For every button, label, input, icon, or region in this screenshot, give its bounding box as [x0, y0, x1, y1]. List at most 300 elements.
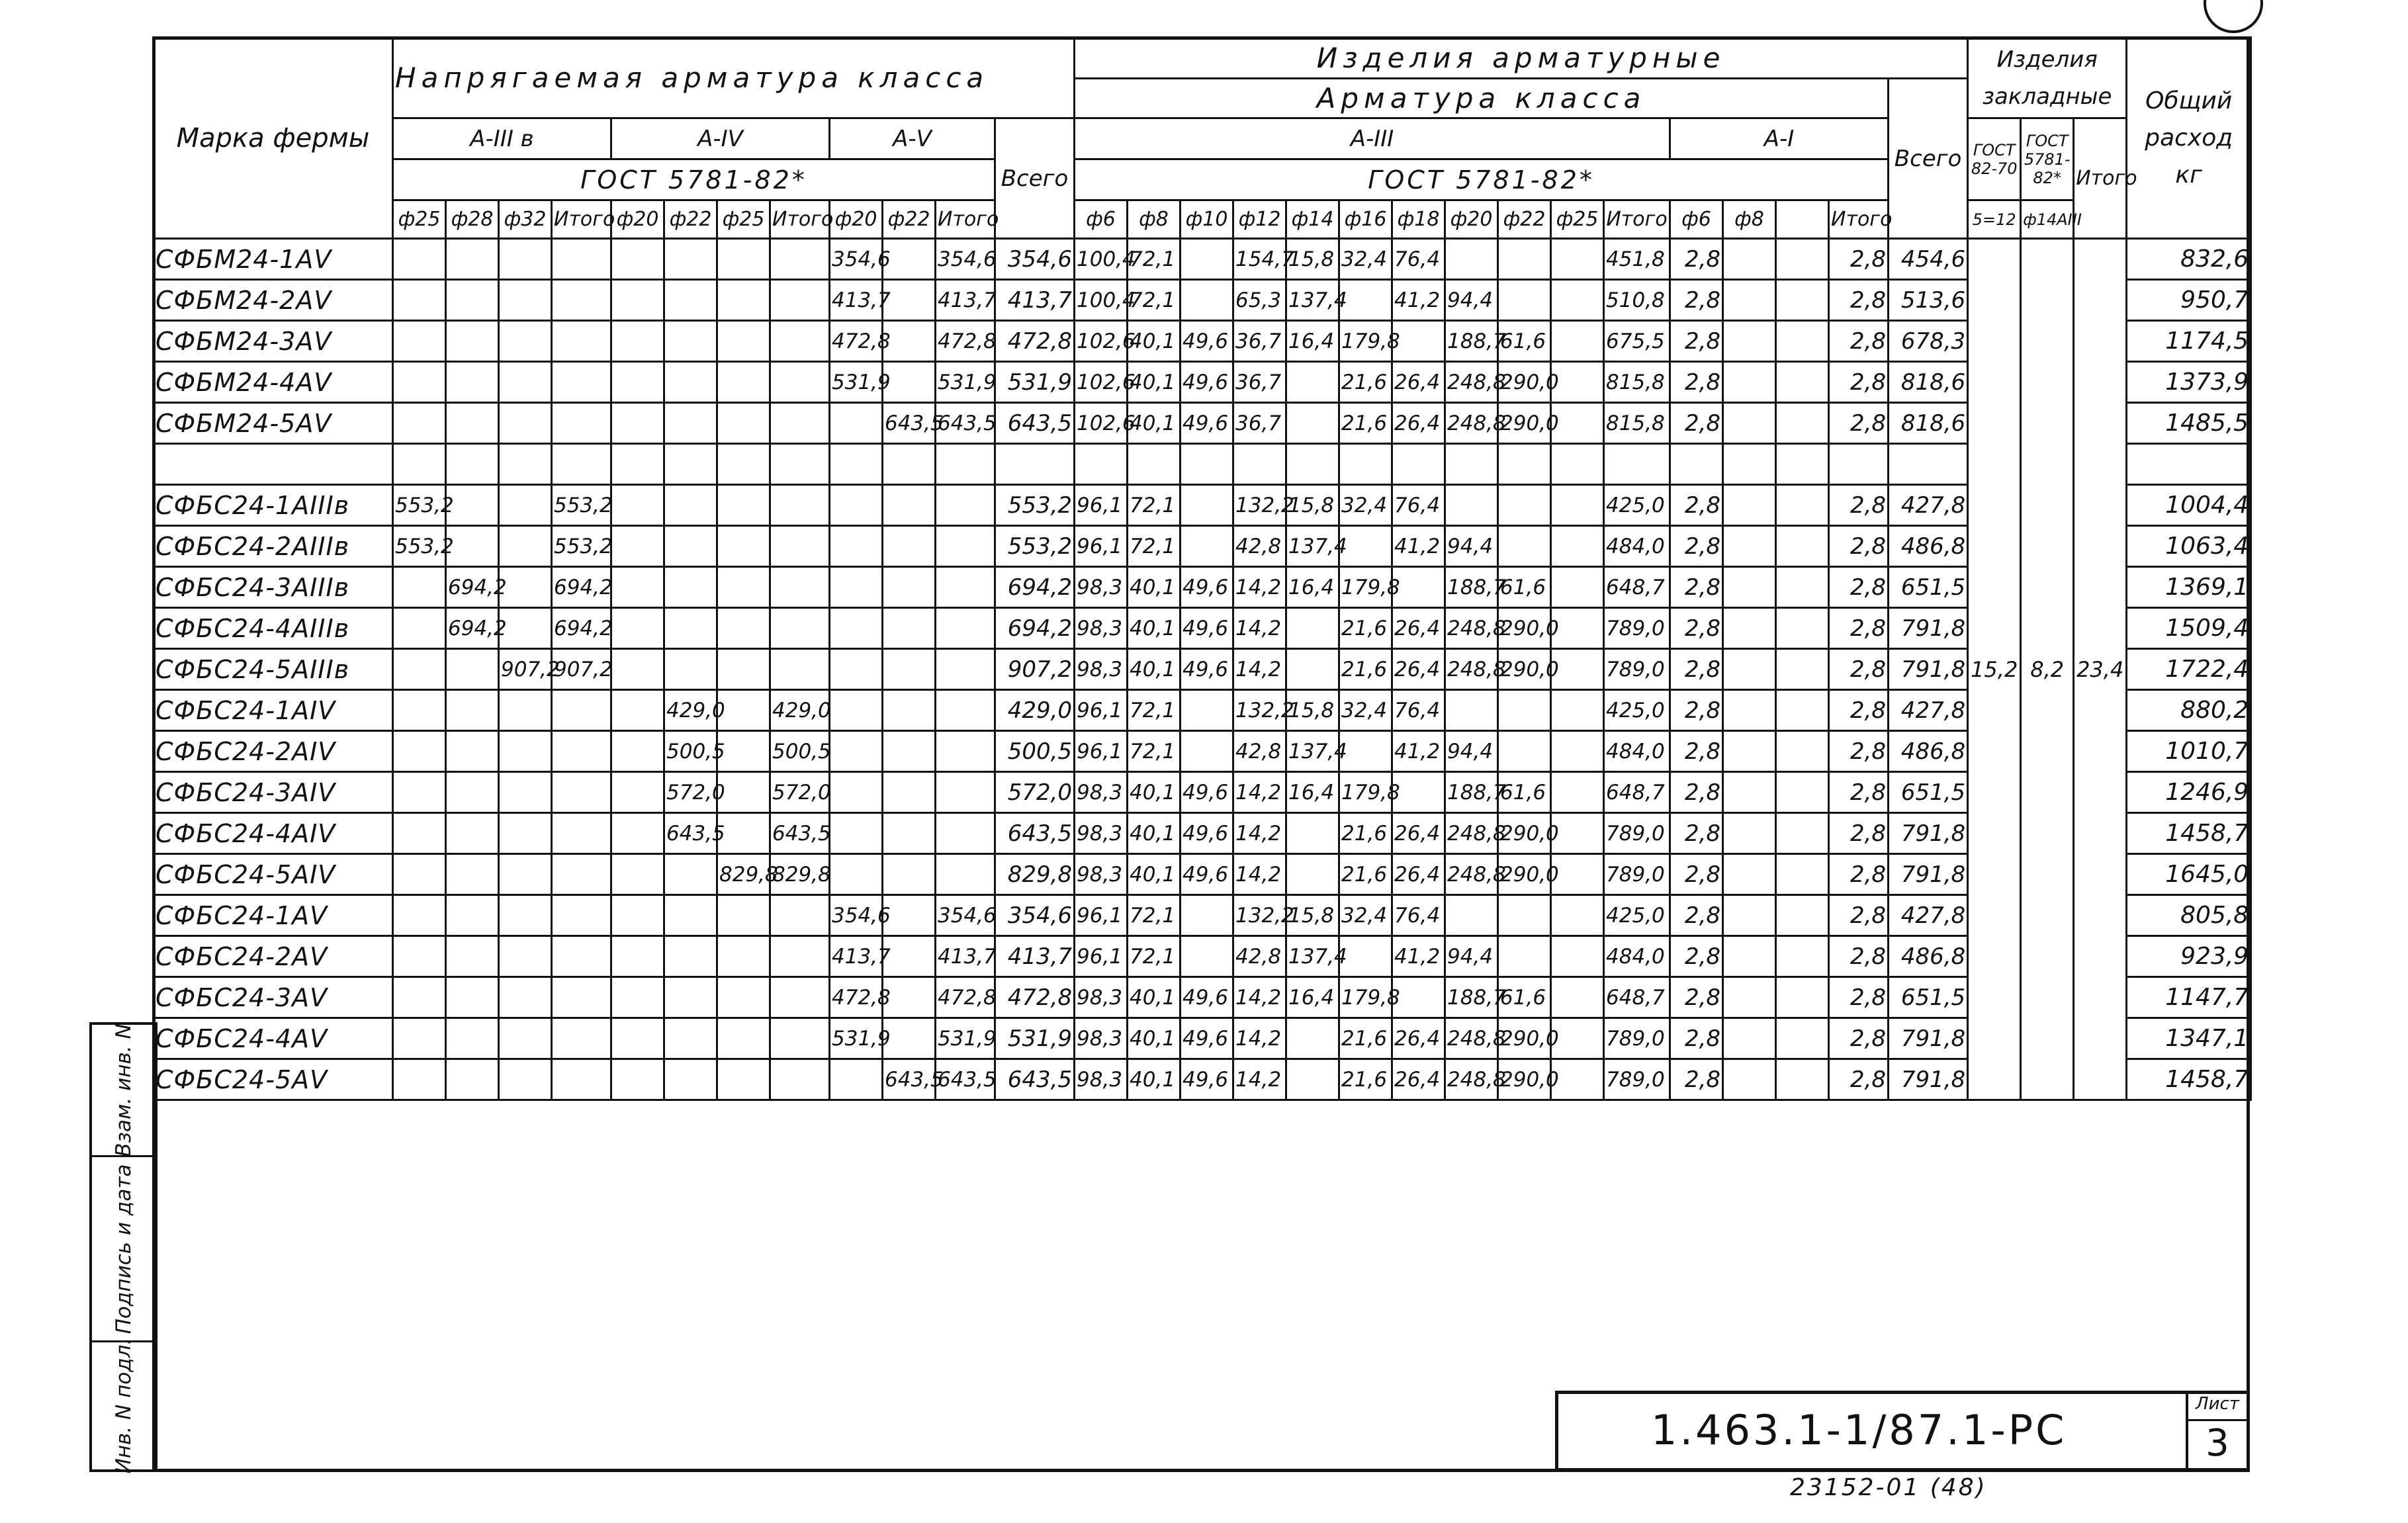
a1-cell: 2,8	[1829, 1018, 1889, 1059]
a1-cell: 2,8	[1829, 403, 1889, 444]
a3-cell: 290,0	[1498, 813, 1551, 854]
products-total: 651,5	[1889, 567, 1968, 608]
products-total: 427,8	[1889, 485, 1968, 526]
diam-pre-5: ф22	[664, 200, 717, 239]
prestressed-cell: 472,8	[830, 977, 883, 1018]
products-total: 791,8	[1889, 1059, 1968, 1100]
a1-cell: 2,8	[1829, 731, 1889, 772]
grand-total: 950,7	[2127, 280, 2251, 321]
a1-cell: 2,8	[1670, 690, 1723, 731]
a3-cell: 94,4	[1445, 731, 1498, 772]
prestressed-cell: 553,2	[393, 526, 446, 567]
prestressed-total: 413,7	[995, 280, 1075, 321]
a3-cell: 14,2	[1233, 1018, 1286, 1059]
a3-cell: 72,1	[1128, 690, 1181, 731]
a3-cell: 815,8	[1604, 403, 1670, 444]
a3-cell: 94,4	[1445, 526, 1498, 567]
a3-cell: 32,4	[1339, 895, 1392, 936]
a3-cell: 290,0	[1498, 1059, 1551, 1100]
a3-cell: 26,4	[1392, 813, 1445, 854]
a3-cell: 94,4	[1445, 280, 1498, 321]
a1-cell: 2,8	[1670, 895, 1723, 936]
a3-cell: 32,4	[1339, 239, 1392, 280]
products-total: 427,8	[1889, 690, 1968, 731]
a1-cell: 2,8	[1829, 854, 1889, 895]
a3-cell: 102,6	[1075, 321, 1128, 362]
a3-cell: 42,8	[1233, 936, 1286, 977]
products-total: 818,6	[1889, 403, 1968, 444]
embedded-gost2: 8,2	[2021, 239, 2074, 1100]
products-total: 427,8	[1889, 895, 1968, 936]
a3-cell: 425,0	[1604, 690, 1670, 731]
prestressed-cell: 907,2	[499, 649, 552, 690]
a3-cell: 290,0	[1498, 1018, 1551, 1059]
products-total: 651,5	[1889, 772, 1968, 813]
prestressed-total: 553,2	[995, 526, 1075, 567]
a3-cell: 98,3	[1075, 567, 1128, 608]
products-total: 513,6	[1889, 280, 1968, 321]
a3-cell: 36,7	[1233, 362, 1286, 403]
header-emb-gost2: ГОСТ 5781-82*	[2021, 118, 2074, 200]
prestressed-total: 643,5	[995, 403, 1075, 444]
sheet-number: 3	[2206, 1422, 2229, 1465]
a3-cell: 179,8	[1339, 772, 1392, 813]
diam-a3-1: ф8	[1128, 200, 1181, 239]
header-emb-gost1: ГОСТ 82-70	[1968, 118, 2021, 200]
inv-no-label: Инв. N подл.	[111, 1338, 136, 1474]
a1-cell: 2,8	[1670, 567, 1723, 608]
a3-cell: 98,3	[1075, 608, 1128, 649]
signature-label: Подпись и дата	[111, 1164, 136, 1334]
a3-cell: 188,7	[1445, 321, 1498, 362]
prestressed-cell: 531,9	[936, 1018, 995, 1059]
a1-cell: 2,8	[1670, 280, 1723, 321]
a3-cell: 72,1	[1128, 731, 1181, 772]
corner-circle-mark	[2204, 0, 2263, 33]
diam-pre-10: Итого	[936, 200, 995, 239]
truss-mark: СФБМ24-4АV	[154, 362, 393, 403]
a1-cell: 2,8	[1829, 485, 1889, 526]
a3-cell: 451,8	[1604, 239, 1670, 280]
a3-cell: 98,3	[1075, 1059, 1128, 1100]
a1-cell: 2,8	[1670, 239, 1723, 280]
grand-total: 1509,4	[2127, 608, 2251, 649]
a3-cell: 98,3	[1075, 1018, 1128, 1059]
grand-total: 880,2	[2127, 690, 2251, 731]
a3-cell: 49,6	[1181, 1018, 1233, 1059]
header-emb-sub2: ф14АIII	[2021, 200, 2074, 239]
truss-mark: СФБС24-1АIIIв	[154, 485, 393, 526]
a3-cell: 76,4	[1392, 485, 1445, 526]
header-embedded: Изделия закладные	[1968, 38, 2127, 118]
a1-cell: 2,8	[1829, 321, 1889, 362]
prestressed-total: 472,8	[995, 977, 1075, 1018]
a3-cell: 137,4	[1286, 936, 1339, 977]
a3-cell: 14,2	[1233, 1059, 1286, 1100]
prestressed-total: 472,8	[995, 321, 1075, 362]
a3-cell: 102,6	[1075, 362, 1128, 403]
prestressed-cell: 694,2	[552, 608, 611, 649]
a3-cell: 40,1	[1128, 1018, 1181, 1059]
a3-cell: 98,3	[1075, 977, 1128, 1018]
a3-cell: 41,2	[1392, 526, 1445, 567]
grand-total: 1010,7	[2127, 731, 2251, 772]
a3-cell: 65,3	[1233, 280, 1286, 321]
header-emb-total: Итого	[2074, 118, 2127, 239]
grand-total: 1373,9	[2127, 362, 2251, 403]
a3-cell: 248,8	[1445, 649, 1498, 690]
truss-mark: СФБС24-3АIIIв	[154, 567, 393, 608]
truss-mark: СФБС24-2АIV	[154, 731, 393, 772]
products-total: 454,6	[1889, 239, 1968, 280]
prestressed-cell: 829,8	[770, 854, 830, 895]
a1-cell: 2,8	[1829, 362, 1889, 403]
products-total: 651,5	[1889, 977, 1968, 1018]
header-class-a4: А-IV	[611, 118, 830, 159]
prestressed-total: 694,2	[995, 567, 1075, 608]
diam-a1-3: Итого	[1829, 200, 1889, 239]
a3-cell: 42,8	[1233, 731, 1286, 772]
diam-pre-7: Итого	[770, 200, 830, 239]
a1-cell: 2,8	[1829, 239, 1889, 280]
diam-a3-3: ф12	[1233, 200, 1286, 239]
header-class-a1: А-I	[1670, 118, 1889, 159]
prestressed-cell: 472,8	[936, 977, 995, 1018]
a3-cell: 484,0	[1604, 936, 1670, 977]
prestressed-cell: 829,8	[717, 854, 770, 895]
a3-cell: 72,1	[1128, 280, 1181, 321]
truss-mark: СФБС24-4АIIIв	[154, 608, 393, 649]
a3-cell: 96,1	[1075, 485, 1128, 526]
products-total: 791,8	[1889, 1018, 1968, 1059]
a3-cell: 132,2	[1233, 895, 1286, 936]
diam-a1-0: ф6	[1670, 200, 1723, 239]
grand-total: 1063,4	[2127, 526, 2251, 567]
grand-total: 1174,5	[2127, 321, 2251, 362]
grand-total: 1458,7	[2127, 1059, 2251, 1100]
a3-cell: 21,6	[1339, 649, 1392, 690]
a3-cell: 98,3	[1075, 772, 1128, 813]
a3-cell: 21,6	[1339, 854, 1392, 895]
diam-a3-9: ф25	[1551, 200, 1604, 239]
truss-mark: СФБС24-2АIIIв	[154, 526, 393, 567]
a1-cell: 2,8	[1670, 977, 1723, 1018]
products-total: 791,8	[1889, 608, 1968, 649]
a3-cell: 188,7	[1445, 567, 1498, 608]
a3-cell: 137,4	[1286, 731, 1339, 772]
prestressed-cell: 572,0	[664, 772, 717, 813]
prestressed-cell: 643,5	[883, 403, 936, 444]
truss-mark: СФБС24-5АIV	[154, 854, 393, 895]
a3-cell: 16,4	[1286, 772, 1339, 813]
drawing-frame	[152, 36, 2250, 1472]
truss-mark: СФБМ24-2АV	[154, 280, 393, 321]
a3-cell: 14,2	[1233, 649, 1286, 690]
embedded-gost1: 15,2	[1968, 239, 2021, 1100]
a3-cell: 425,0	[1604, 485, 1670, 526]
a3-cell: 132,2	[1233, 690, 1286, 731]
a1-cell: 2,8	[1670, 526, 1723, 567]
truss-mark: СФБМ24-3АV	[154, 321, 393, 362]
a3-cell: 14,2	[1233, 772, 1286, 813]
grand-total: 1458,7	[2127, 813, 2251, 854]
prestressed-cell: 643,5	[883, 1059, 936, 1100]
prestressed-total: 694,2	[995, 608, 1075, 649]
a3-cell: 648,7	[1604, 772, 1670, 813]
header-grand-total: Общий расход кг	[2127, 38, 2251, 239]
truss-mark: СФБС24-3АIV	[154, 772, 393, 813]
prestressed-total: 429,0	[995, 690, 1075, 731]
a1-cell: 2,8	[1670, 608, 1723, 649]
a1-cell: 2,8	[1829, 649, 1889, 690]
a3-cell: 188,7	[1445, 772, 1498, 813]
a3-cell: 26,4	[1392, 649, 1445, 690]
a3-cell: 36,7	[1233, 403, 1286, 444]
prestressed-cell: 531,9	[936, 362, 995, 403]
a1-cell: 2,8	[1670, 403, 1723, 444]
a3-cell: 248,8	[1445, 813, 1498, 854]
document-code: 1.463.1-1/87.1-РС	[1651, 1406, 2067, 1454]
prestressed-total: 553,2	[995, 485, 1075, 526]
a3-cell: 76,4	[1392, 895, 1445, 936]
a3-cell: 14,2	[1233, 977, 1286, 1018]
header-class-a5: А-V	[830, 118, 995, 159]
prestressed-total: 572,0	[995, 772, 1075, 813]
a3-cell: 40,1	[1128, 321, 1181, 362]
diam-a3-0: ф6	[1075, 200, 1128, 239]
a3-cell: 648,7	[1604, 977, 1670, 1018]
a3-cell: 26,4	[1392, 1018, 1445, 1059]
prestressed-total: 354,6	[995, 895, 1075, 936]
a3-cell: 132,2	[1233, 485, 1286, 526]
a3-cell: 72,1	[1128, 936, 1181, 977]
a3-cell: 425,0	[1604, 895, 1670, 936]
prestressed-cell: 354,6	[936, 239, 995, 280]
a3-cell: 49,6	[1181, 772, 1233, 813]
diam-a1-1: ф8	[1723, 200, 1776, 239]
a3-cell: 21,6	[1339, 813, 1392, 854]
a3-cell: 32,4	[1339, 485, 1392, 526]
a3-cell: 94,4	[1445, 936, 1498, 977]
a3-cell: 49,6	[1181, 567, 1233, 608]
a3-cell: 26,4	[1392, 854, 1445, 895]
a3-cell: 789,0	[1604, 1018, 1670, 1059]
a3-cell: 96,1	[1075, 936, 1128, 977]
a3-cell: 789,0	[1604, 649, 1670, 690]
a3-cell: 26,4	[1392, 403, 1445, 444]
a3-cell: 248,8	[1445, 1018, 1498, 1059]
a3-cell: 98,3	[1075, 813, 1128, 854]
a3-cell: 36,7	[1233, 321, 1286, 362]
prestressed-cell: 413,7	[936, 936, 995, 977]
a3-cell: 41,2	[1392, 731, 1445, 772]
a3-cell: 49,6	[1181, 977, 1233, 1018]
prestressed-total: 500,5	[995, 731, 1075, 772]
a3-cell: 248,8	[1445, 854, 1498, 895]
grand-total: 1369,1	[2127, 567, 2251, 608]
a3-cell: 188,7	[1445, 977, 1498, 1018]
prestressed-total: 643,5	[995, 813, 1075, 854]
a1-cell: 2,8	[1670, 731, 1723, 772]
a3-cell: 49,6	[1181, 813, 1233, 854]
a1-cell: 2,8	[1670, 321, 1723, 362]
truss-mark: СФБС24-3АV	[154, 977, 393, 1018]
prestressed-cell: 907,2	[552, 649, 611, 690]
a3-cell: 789,0	[1604, 608, 1670, 649]
replaced-inv-label: Взам. инв. N	[111, 1023, 136, 1157]
prestressed-cell: 643,5	[770, 813, 830, 854]
header-prestressed: Напрягаемая арматура класса	[393, 38, 1075, 118]
grand-total: 1004,4	[2127, 485, 2251, 526]
archive-number: 23152-01 (48)	[1790, 1474, 1987, 1501]
a3-cell: 61,6	[1498, 567, 1551, 608]
a3-cell: 248,8	[1445, 403, 1498, 444]
a1-cell: 2,8	[1829, 895, 1889, 936]
header-prestressed-total: Всего	[995, 118, 1075, 239]
a3-cell: 16,4	[1286, 977, 1339, 1018]
a1-cell: 2,8	[1670, 649, 1723, 690]
a3-cell: 16,4	[1286, 321, 1339, 362]
a1-cell: 2,8	[1829, 280, 1889, 321]
a1-cell: 2,8	[1829, 936, 1889, 977]
a3-cell: 815,8	[1604, 362, 1670, 403]
prestressed-cell: 472,8	[830, 321, 883, 362]
grand-total: 1347,1	[2127, 1018, 2251, 1059]
a3-cell: 41,2	[1392, 936, 1445, 977]
truss-mark: СФБС24-1АIV	[154, 690, 393, 731]
a1-cell: 2,8	[1670, 936, 1723, 977]
a1-cell: 2,8	[1829, 1059, 1889, 1100]
prestressed-total: 354,6	[995, 239, 1075, 280]
a3-cell: 14,2	[1233, 813, 1286, 854]
a1-cell: 2,8	[1829, 977, 1889, 1018]
a3-cell: 21,6	[1339, 608, 1392, 649]
a3-cell: 40,1	[1128, 1059, 1181, 1100]
a3-cell: 179,8	[1339, 977, 1392, 1018]
products-total: 818,6	[1889, 362, 1968, 403]
a3-cell: 40,1	[1128, 813, 1181, 854]
header-products-total: Всего	[1889, 79, 1968, 239]
a3-cell: 100,4	[1075, 280, 1128, 321]
a3-cell: 15,8	[1286, 239, 1339, 280]
grand-total: 1722,4	[2127, 649, 2251, 690]
products-total: 486,8	[1889, 526, 1968, 567]
prestressed-cell: 500,5	[770, 731, 830, 772]
header-class-a3: А-III	[1075, 118, 1670, 159]
diam-a3-8: ф22	[1498, 200, 1551, 239]
a3-cell: 26,4	[1392, 362, 1445, 403]
a3-cell: 96,1	[1075, 526, 1128, 567]
prestressed-cell: 694,2	[552, 567, 611, 608]
a1-cell: 2,8	[1670, 854, 1723, 895]
products-total: 791,8	[1889, 649, 1968, 690]
a3-cell: 40,1	[1128, 608, 1181, 649]
a3-cell: 49,6	[1181, 403, 1233, 444]
a3-cell: 789,0	[1604, 854, 1670, 895]
a3-cell: 96,1	[1075, 690, 1128, 731]
a1-cell: 2,8	[1670, 362, 1723, 403]
truss-mark: СФБС24-4АIV	[154, 813, 393, 854]
a3-cell: 40,1	[1128, 649, 1181, 690]
a1-cell: 2,8	[1829, 690, 1889, 731]
a3-cell: 96,1	[1075, 895, 1128, 936]
a3-cell: 16,4	[1286, 567, 1339, 608]
truss-mark: СФБС24-2АV	[154, 936, 393, 977]
a3-cell: 40,1	[1128, 362, 1181, 403]
a3-cell: 248,8	[1445, 1059, 1498, 1100]
a1-cell: 2,8	[1829, 608, 1889, 649]
prestressed-cell: 553,2	[552, 526, 611, 567]
prestressed-cell: 553,2	[552, 485, 611, 526]
a1-cell: 2,8	[1829, 526, 1889, 567]
a3-cell: 49,6	[1181, 854, 1233, 895]
a3-cell: 49,6	[1181, 362, 1233, 403]
a3-cell: 32,4	[1339, 690, 1392, 731]
header-emb-sub1: 5=12	[1968, 200, 2021, 239]
side-strip	[89, 1022, 157, 1472]
diam-a3-2: ф10	[1181, 200, 1233, 239]
header-gost-prestressed: ГОСТ 5781-82*	[393, 159, 995, 200]
truss-mark: СФБМ24-1АV	[154, 239, 393, 280]
a3-cell: 61,6	[1498, 977, 1551, 1018]
diam-a3-7: ф20	[1445, 200, 1498, 239]
diam-pre-1: ф28	[446, 200, 499, 239]
a3-cell: 72,1	[1128, 895, 1181, 936]
prestressed-cell: 643,5	[664, 813, 717, 854]
diam-pre-2: ф32	[499, 200, 552, 239]
a3-cell: 72,1	[1128, 526, 1181, 567]
a3-cell: 40,1	[1128, 854, 1181, 895]
prestressed-total: 829,8	[995, 854, 1075, 895]
a1-cell: 2,8	[1829, 813, 1889, 854]
diam-pre-3: Итого	[552, 200, 611, 239]
grand-total: 1485,5	[2127, 403, 2251, 444]
a3-cell: 510,8	[1604, 280, 1670, 321]
a1-cell: 2,8	[1829, 567, 1889, 608]
a3-cell: 484,0	[1604, 731, 1670, 772]
a3-cell: 49,6	[1181, 608, 1233, 649]
a1-cell: 2,8	[1670, 1059, 1723, 1100]
diam-a3-5: ф16	[1339, 200, 1392, 239]
a3-cell: 72,1	[1128, 485, 1181, 526]
a3-cell: 72,1	[1128, 239, 1181, 280]
a3-cell: 40,1	[1128, 567, 1181, 608]
a3-cell: 248,8	[1445, 608, 1498, 649]
a3-cell: 21,6	[1339, 1018, 1392, 1059]
a3-cell: 14,2	[1233, 608, 1286, 649]
a3-cell: 15,8	[1286, 690, 1339, 731]
prestressed-cell: 413,7	[830, 280, 883, 321]
embedded-total: 23,4	[2074, 239, 2127, 1100]
a3-cell: 248,8	[1445, 362, 1498, 403]
a3-cell: 102,6	[1075, 403, 1128, 444]
prestressed-cell: 643,5	[936, 1059, 995, 1100]
a3-cell: 179,8	[1339, 567, 1392, 608]
a3-cell: 648,7	[1604, 567, 1670, 608]
prestressed-total: 643,5	[995, 1059, 1075, 1100]
a3-cell: 41,2	[1392, 280, 1445, 321]
a3-cell: 290,0	[1498, 649, 1551, 690]
a3-cell: 154,7	[1233, 239, 1286, 280]
prestressed-cell: 354,6	[830, 239, 883, 280]
a3-cell: 14,2	[1233, 567, 1286, 608]
grand-total: 1246,9	[2127, 772, 2251, 813]
truss-mark: СФБМ24-5АV	[154, 403, 393, 444]
products-total: 791,8	[1889, 854, 1968, 895]
prestressed-total: 413,7	[995, 936, 1075, 977]
diam-pre-0: ф25	[393, 200, 446, 239]
grand-total: 805,8	[2127, 895, 2251, 936]
